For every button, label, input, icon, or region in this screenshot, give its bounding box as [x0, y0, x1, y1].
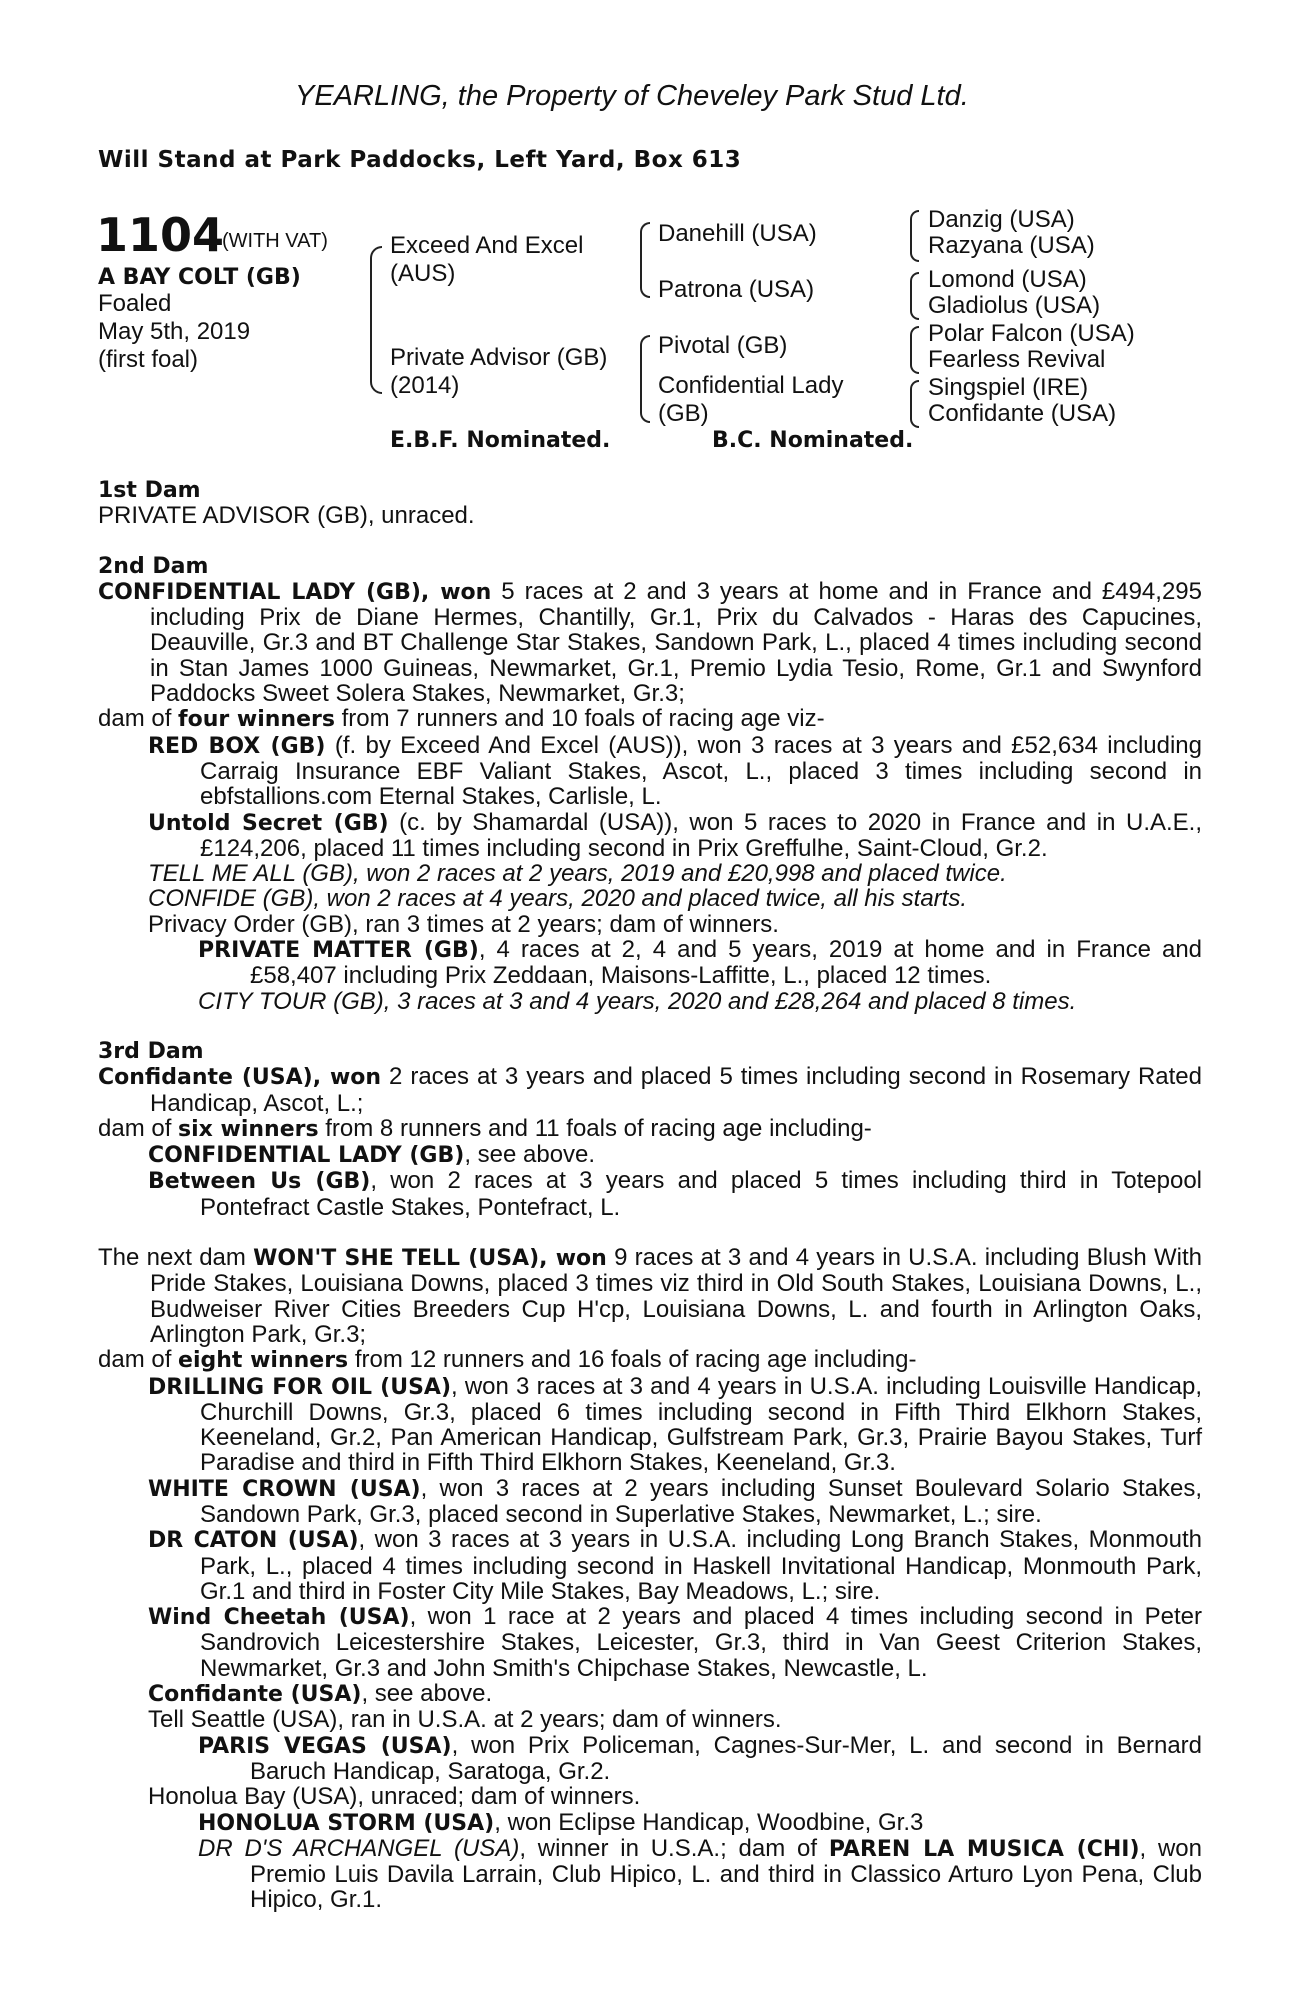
- produce-entry: Confidante (USA), see above.: [148, 1680, 493, 1708]
- second-dam-produce-summary: dam of four winners from 7 runners and 10 foals of racing age viz-: [98, 705, 825, 733]
- first-foal-note: (first foal): [98, 346, 199, 373]
- pedigree-g8: Confidante (USA): [928, 400, 1117, 427]
- third-dam-record: Confidante (USA), won 2 races at 3 years and placed 5 times including second in Rosemary Rated Handicap, Ascot, L.;: [98, 1063, 1202, 1117]
- pedigree-dam-sire: Pivotal (GB): [658, 332, 788, 359]
- next-dam-record: The next dam WON'T SHE TELL (USA), won 9 races at 3 and 4 years in U.S.A. including Blush With Pride Stakes, Louisiana Downs, placed 3 times viz third in Old South Stakes, Louisiana Downs, L., Budweiser River Cities Breeders Cup H'cp, Louisiana Downs, L. and fourth in Arlington Oaks, Arlington Park, Gr.3;: [98, 1244, 1202, 1348]
- pedigree-g4: Gladiolus (USA): [928, 292, 1101, 319]
- produce-entry: TELL ME ALL (GB), won 2 races at 2 years, 2019 and £20,998 and placed twice.: [148, 860, 1007, 888]
- produce-entry: CITY TOUR (GB), 3 races at 3 and 4 years, 2020 and £28,264 and placed 8 times.: [198, 987, 1077, 1015]
- third-dam-heading: 3rd Dam: [98, 1038, 204, 1064]
- produce-entry: Untold Secret (GB) (c. by Shamardal (USA)), won 5 races to 2020 in France and in U.A.E., £124,206, placed 11 times including second in Prix Greffulhe, Saint-Cloud, Gr.2.: [148, 808, 1203, 862]
- pedigree-g6: Fearless Revival: [928, 346, 1106, 373]
- pedigree-brace: [910, 326, 919, 374]
- produce-entry: PRIVATE MATTER (GB), 4 races at 2, 4 and 5 years, 2019 at home and in France and £58,407 including Prix Zeddaan, Maisons-Laffitte, L., placed 12 times.: [198, 936, 1203, 990]
- family-details: [98, 478, 1202, 1913]
- produce-entry: HONOLUA STORM (USA), won Eclipse Handicap, Woodbine, Gr.3: [198, 1808, 924, 1836]
- produce-entry: Privacy Order (GB), ran 3 times at 2 years; dam of winners.: [148, 910, 779, 938]
- catalogue-title: YEARLING, the Property of Cheveley Park Stud Ltd.: [295, 80, 969, 112]
- pedigree-brace: [640, 222, 650, 298]
- second-dam-heading: 2nd Dam: [98, 553, 209, 579]
- pedigree-g2: Razyana (USA): [928, 232, 1095, 259]
- pedigree-sire: Exceed And Excel (AUS): [390, 232, 584, 287]
- first-dam-heading: 1st Dam: [98, 478, 201, 503]
- produce-entry: Tell Seattle (USA), ran in U.S.A. at 2 years; dam of winners.: [148, 1706, 782, 1734]
- pedigree-brace: [910, 210, 919, 262]
- first-dam-text: PRIVATE ADVISOR (GB), unraced.: [98, 502, 475, 530]
- produce-entry: Honolua Bay (USA), unraced; dam of winners.: [148, 1783, 641, 1811]
- produce-entry: DR CATON (USA), won 3 races at 3 years in U.S.A. including Long Branch Stakes, Monmouth Park, L., placed 4 times including second in Haskell Invitational Handicap, Monmouth Park, Gr.1 and third in Foster City Mile Stakes, Bay Meadows, L.; sire.: [148, 1526, 1202, 1605]
- pedigree-g7: Singspiel (IRE): [928, 374, 1089, 401]
- produce-entry: CONFIDE (GB), won 2 races at 4 years, 2020 and placed twice, all his starts.: [148, 885, 967, 913]
- pedigree-brace: [910, 272, 919, 320]
- produce-entry: CONFIDENTIAL LADY (GB), see above.: [148, 1141, 596, 1169]
- horse-name: A BAY COLT (GB): [98, 265, 301, 290]
- produce-entry: Wind Cheetah (USA), won 1 race at 2 years and placed 4 times including second in Peter Sandrovich Leicestershire Stakes, Leicester, Gr.3, third in Van Geest Criterion Stakes, Newmarket, Gr.3 and John Smith's Chipchase Stakes, Newcastle, L.: [148, 1603, 1202, 1682]
- ebf-nominated: E.B.F. Nominated.: [390, 428, 611, 453]
- pedigree-g1: Danzig (USA): [928, 206, 1075, 233]
- third-dam-produce-summary: dam of six winners from 8 runners and 11 foals of racing age including-: [98, 1114, 872, 1142]
- produce-entry: RED BOX (GB) (f. by Exceed And Excel (AUS)), won 3 races at 3 years and £52,634 including Carraig Insurance EBF Valiant Stakes, Ascot, L., placed 3 times including second in ebfstallions.com Eternal Stakes, Carlisle, L.: [148, 731, 1202, 811]
- pedigree-brace: [370, 246, 382, 394]
- pedigree-brace: [640, 335, 650, 423]
- pedigree-brace: [910, 380, 919, 428]
- produce-entry: DRILLING FOR OIL (USA), won 3 races at 3 and 4 years in U.S.A. including Louisville Handicap, Churchill Downs, Gr.3, placed 6 times including second in Fifth Third Elkhorn Stakes, Keeneland, Gr.2, Pan American Handicap, Gulfstream Park, Gr.3, Prairie Bayou Stakes, Turf Paradise and third in Fifth Third Elkhorn Stakes, Keeneland, Gr.3.: [148, 1372, 1202, 1477]
- vat-note: (WITH VAT): [222, 230, 328, 252]
- foaled-date: May 5th, 2019: [98, 318, 251, 345]
- pedigree-sire-sire: Danehill (USA): [658, 220, 817, 247]
- pedigree-sire-dam: Patrona (USA): [658, 276, 815, 303]
- lot-number: 1104: [96, 208, 225, 262]
- next-dam-produce-summary: dam of eight winners from 12 runners and 16 foals of racing age including-: [98, 1346, 917, 1374]
- pedigree-g3: Lomond (USA): [928, 266, 1087, 293]
- produce-entry: WHITE CROWN (USA), won 3 races at 2 years including Sunset Boulevard Solario Stakes, Sandown Park, Gr.3, placed second in Superlative Stakes, Newmarket, L.; sire.: [148, 1474, 1202, 1528]
- pedigree-dam: Private Advisor (GB) (2014): [390, 344, 608, 399]
- foaled-label: Foaled: [98, 290, 172, 317]
- stand-location: Will Stand at Park Paddocks, Left Yard, Box 613: [98, 147, 742, 173]
- produce-entry: DR D'S ARCHANGEL (USA), winner in U.S.A.; dam of PAREN LA MUSICA (CHI), won Premio Luis Davila Larrain, Club Hipico, L. and third in Classico Arturo Lyon Pena, Club Hipico, Gr.1.: [198, 1834, 1202, 1914]
- pedigree-dam-dam: Confidential Lady (GB): [658, 372, 844, 427]
- produce-entry: Between Us (GB), won 2 races at 3 years and placed 5 times including third in Totepool Pontefract Castle Stakes, Pontefract, L.: [148, 1167, 1202, 1221]
- bc-nominated: B.C. Nominated.: [712, 428, 914, 453]
- pedigree-g5: Polar Falcon (USA): [928, 320, 1135, 347]
- second-dam-record: CONFIDENTIAL LADY (GB), won 5 races at 2 and 3 years at home and in France and £494,295 including Prix de Diane Hermes, Chantilly, Gr.1, Prix du Calvados - Haras des Capucines, Deauville, Gr.3 and BT Challenge Star Stakes, Sandown Park, L., placed 4 times including second in Stan James 1000 Guineas, Newmarket, Gr.1, Premio Lydia Tesio, Rome, Gr.1 and Swynford Paddocks Sweet Solera Stakes, Newmarket, Gr.3;: [98, 577, 1202, 708]
- produce-entry: PARIS VEGAS (USA), won Prix Policeman, Cagnes-Sur-Mer, L. and second in Bernard Baruch Handicap, Saratoga, Gr.2.: [198, 1731, 1203, 1785]
